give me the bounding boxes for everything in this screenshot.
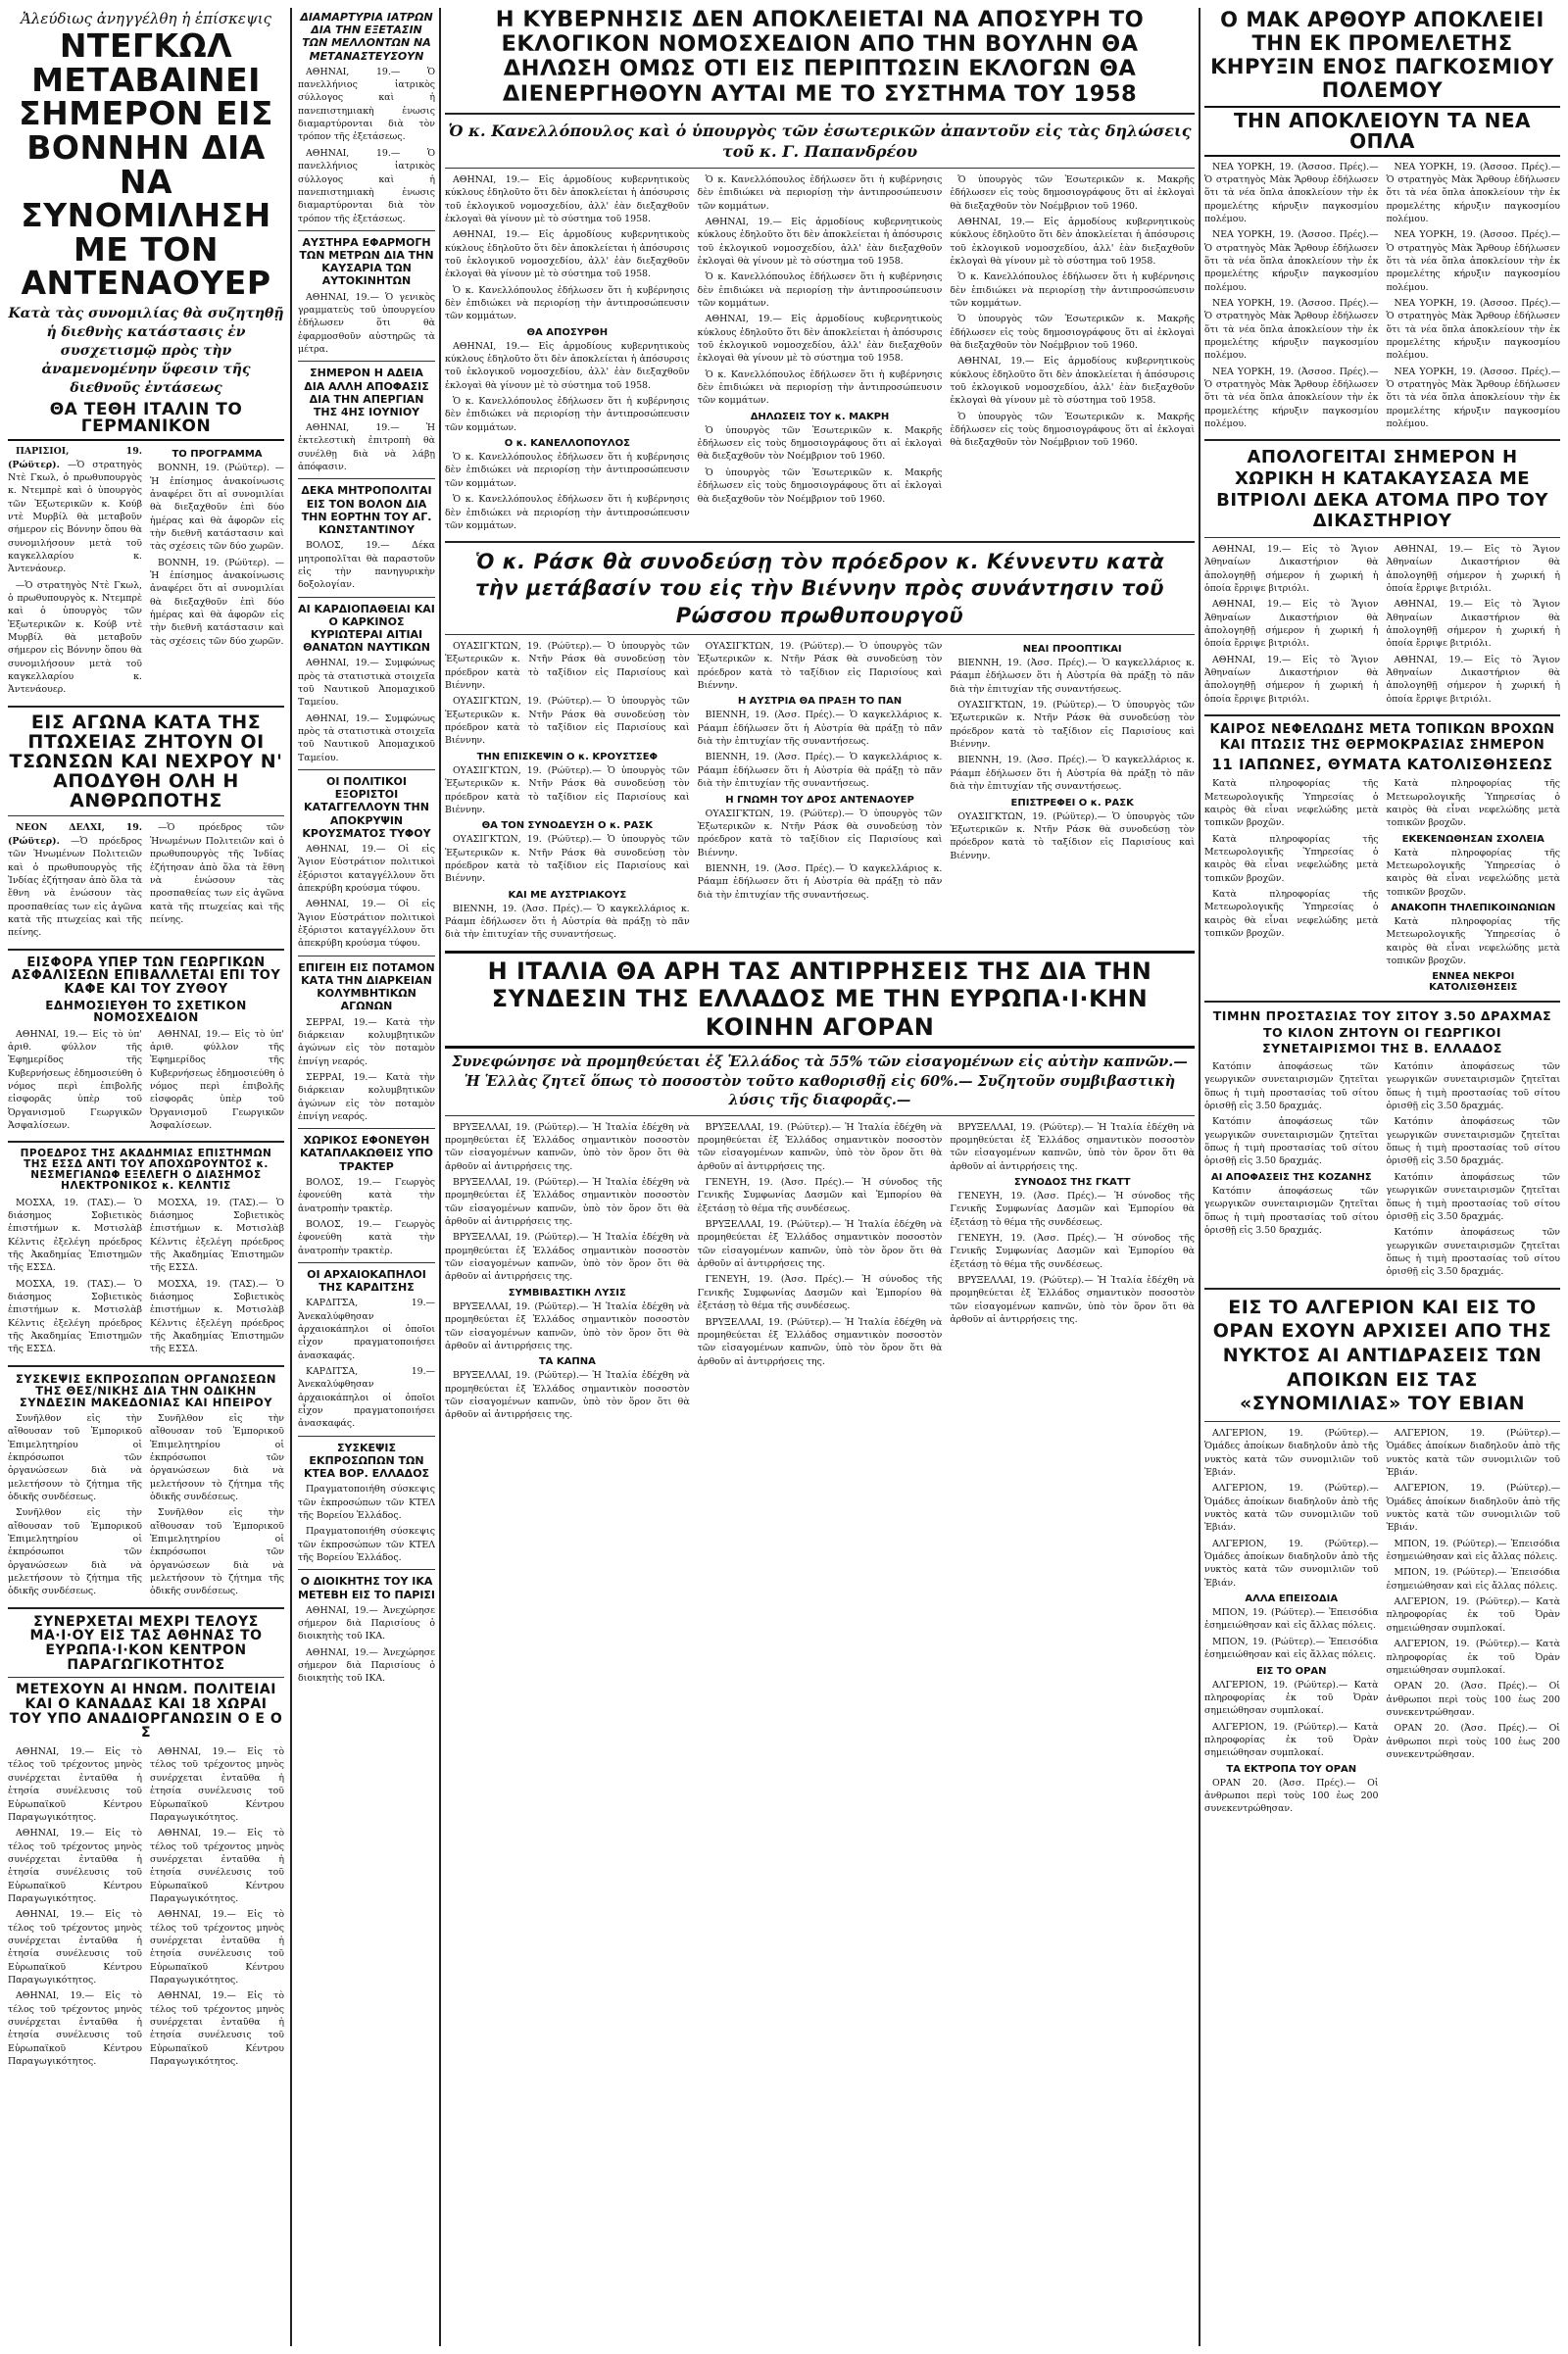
article-text: Κατὰ πληροφορίας τῆς Μετεωρολογικῆς Ὑπηρεσίας ὁ καιρὸς θὰ εἶναι νεφελώδης μετὰ τοπικῶν βροχῶν. xyxy=(1204,778,1379,829)
column-2: ΔΙΑΜΑΡΤΥΡΙΑ ΙΑΤΡΩΝ ΔΙΑ ΤΗΝ ΕΞΕΤΑΣΙΝ ΤΩΝ ΜΕΛΛΟΝΤΩΝ ΝΑ ΜΕΤΑΝΑΣΤΕΥΣΟΥΝ ΑΘΗΝΑΙ, 19.— Ὁ πανελλήνιος ἰατρικὸς σύλλογος καὶ ἡ πανεπιστημιακὴ ἐνωσις διαμαρτύρονται διὰ τὸν τρόπον τῆς ἐξετάσεως. ΑΘΗΝΑΙ, 19.— Ὁ πανελλήνιος ἰατρικὸς σύλλογος καὶ ἡ πανεπιστημιακὴ ἐνωσις διαμαρτύρονται διὰ τὸν τρόπον τῆς ἐξετάσεως. ΑΥΣΤΗΡΑ ΕΦΑΡΜΟΓΗ ΤΩΝ ΜΕΤΡΩΝ ΔΙΑ ΤΗΝ ΚΑΥΣΑΡΙΑ ΤΩΝ ΑΥΤΟΚΙΝΗΤΩΝ ΑΘΗΝΑΙ, 19.— Ὁ γενικὸς γραμματεὺς τοῦ ὑπουργείου ἐδήλωσεν ὅτι θὰ ἐφαρμοσθοῦν αὐστηρῶς τὰ μέτρα. ΣΗΜΕΡΟΝ Η ΑΔΕΙΑ ΔΙΑ ΑΛΛΗ ΑΠΟΦΑΣΙΣ ΔΙΑ ΤΗΝ ΑΠΕΡΓΙΑΝ ΤΗΣ 4ΗΣ ΙΟΥΝΙΟΥ ΑΘΗΝΑΙ, 19.— Ἡ ἐκτελεστικὴ ἐπιτροπὴ θὰ συνέλθῃ διὰ νὰ λάβῃ ἀπόφασιν. ΔΕΚΑ ΜΗΤΡΟΠΟΛΙΤΑΙ ΕΙΣ ΤΟΝ ΒΟΛΟΝ ΔΙΑ ΤΗΝ ΕΟΡΤΗΝ ΤΟΥ ΑΓ. ΚΩΝΣΤΑΝΤΙΝΟΥ ΒΟΛΟΣ, 19.— Δέκα μητροπολῖται θὰ παραστοῦν εἰς τὴν πανηγυρικὴν δοξολογίαν. ΑΙ ΚΑΡΔΙΟΠΑΘΕΙΑΙ ΚΑΙ Ο ΚΑΡΚΙΝΟΣ ΚΥΡΙΩΤΕΡΑΙ ΑΙΤΙΑΙ ΘΑΝΑΤΩΝ ΝΑΥΤΙΚΩΝ ΑΘΗΝΑΙ, 19.— Συμφώνως πρὸς τὰ στατιστικὰ στοιχεῖα τοῦ Ναυτικοῦ Ἀπομαχικοῦ Ταμείου. ΑΘΗΝΑΙ, 19.— Συμφώνως πρὸς τὰ στατιστικὰ στοιχεῖα τοῦ Ναυτικοῦ Ἀπομαχικοῦ Ταμείου. ΟΙ ΠΟΛΙΤΙΚΟΙ ΕΞΟΡΙΣΤΟΙ ΚΑΤΑΓΓΕΛΛΟΥΝ ΤΗΝ ΑΠΟΚΡΥΨΙΝ ΚΡΟΥΣΜΑΤΟΣ ΤΥΦΟΥ ΑΘΗΝΑΙ, 19.— Οἱ εἰς Ἅγιον Εὐστράτιον πολιτικοὶ ἐξόριστοι καταγγέλλουν ὅτι ἀπεκρύβη κρούσμα τύφου. ΑΘΗΝΑΙ, 19.— Οἱ εἰς Ἅγιον Εὐστράτιον πολιτικοὶ ἐξόριστοι καταγγέλλουν ὅτι ἀπεκρύβη κρούσμα τύφου. ΕΠΙΓΕΙΗ ΕΙΣ ΠΟΤΑΜΟΝ ΚΑΤΑ ΤΗΝ ΔΙΑΡΚΕΙΑΝ ΚΟΛΥΜΒΗΤΙΚΩΝ ΑΓΩΝΩΝ ΣΕΡΡΑΙ, 19.— Κατὰ τὴν διάρκειαν κολυμβητικῶν ἀγώνων εἰς τὸν ποταμὸν ἐπνίγη νεαρός. ΣΕΡΡΑΙ, 19.— Κατὰ τὴν διάρκειαν κολυμβητικῶν ἀγώνων εἰς τὸν ποταμὸν ἐπνίγη νεαρός. ΧΩΡΙΚΟΣ ΕΦΟΝΕΥΘΗ ΚΑΤΑΠΛΑΚΩΘΕΙΣ ΥΠΟ ΤΡΑΚΤΕΡ ΒΟΛΟΣ, 19.— Γεωργὸς ἐφονεύθη κατὰ τὴν ἀνατροπὴν τρακτὲρ. ΒΟΛΟΣ, 19.— Γεωργὸς ἐφονεύθη κατὰ τὴν ἀνατροπὴν τρακτὲρ. ΟΙ ΑΡΧΑΙΟΚΑΠΗΛΟΙ ΤΗΣ ΚΑΡΔΙΤΣΗΣ ΚΑΡΔΙΤΣΑ, 19.— Ἀνεκαλύφθησαν ἀρχαιοκάπηλοι οἱ ὁποῖοι εἶχον πραγματοποιήσει ἀνασκαφάς. ΚΑΡΔΙΤΣΑ, 19.— Ἀνεκαλύφθησαν ἀρχαιοκάπηλοι οἱ ὁποῖοι εἶχον πραγματοποιήσει ἀνασκαφάς. ΣΥΣΚΕΨΙΣ ΕΚΠΡΟΣΩΠΩΝ ΤΩΝ ΚΤΕΑ ΒΟΡ. ΕΛΛΑΔΟΣ Πραγματοποιήθη σύσκεψις τῶν ἐκπροσώπων τῶν ΚΤΕΛ τῆς Βορείου Ἑλλάδος. Πραγματοποιήθη σύσκεψις τῶν ἐκπροσώπων τῶν ΚΤΕΛ τῆς Βορείου Ἑλλάδος. Ο ΔΙΟΙΚΗΤΗΣ ΤΟΥ ΙΚΑ ΜΕΤΕΒΗ ΕΙΣ ΤΟ ΠΑΡΙΣΙ ΑΘΗΝΑΙ, 19.— Ἀνεχώρησε σήμερον διὰ Παρισίους ὁ διοικητὴς τοῦ ΙΚΑ. ΑΘΗΝΑΙ, 19.— Ἀνεχώρησε σήμερον διὰ Παρισίους ὁ διοικητὴς τοῦ ΙΚΑ. xyxy=(298,11,435,1685)
article-text: Ὁ ὑπουργὸς τῶν Ἐσωτερικῶν κ. Μακρῆς ἐδήλωσεν εἰς τοὺς δημοσιογράφους ὅτι αἱ ἐκλογαὶ θὰ διεξαχθοῦν τὸν Νοέμβριον τοῦ 1960. xyxy=(950,173,1195,212)
subhead-program: ΤΟ ΠΡΟΓΡΑΜΜΑ xyxy=(172,449,263,461)
headline-strike: ΣΗΜΕΡΟΝ Η ΑΔΕΙΑ ΔΙΑ ΑΛΛΗ ΑΠΟΦΑΣΙΣ ΔΙΑ ΤΗΝ ΑΠΕΡΓΙΑΝ ΤΗΣ 4ΗΣ ΙΟΥΝΙΟΥ xyxy=(304,367,429,418)
subhead-adenauer-opinion: Η ΓΝΩΜΗ ΤΟΥ ΔΡΟΣ ΑΝΤΕΝΑΟΥΕΡ xyxy=(725,794,914,806)
article-text: ΚΑΡΔΙΤΣΑ, 19.— Ἀνεκαλύφθησαν ἀρχαιοκάπηλοι οἱ ὁποῖοι εἶχον πραγματοποιήσει ἀνασκαφάς. xyxy=(298,1298,435,1361)
headline-diesel: ΑΥΣΤΗΡΑ ΕΦΑΡΜΟΓΗ ΤΩΝ ΜΕΤΡΩΝ ΔΙΑ ΤΗΝ ΚΑΥΣΑΡΙΑ ΤΩΝ ΑΥΤΟΚΙΝΗΤΩΝ xyxy=(299,235,434,288)
subhead-telecom: ΑΝΑΚΟΠΗ ΤΗΛΕΠΙΚΟΙΝΩΝΙΩΝ xyxy=(1391,902,1556,913)
subhead-italian: ΘΑ ΤΕΘΗ ΙΤΑΛΙΝ ΤΟ ΓΕΡΜΑΝΙΚΟΝ xyxy=(8,402,284,442)
column-rule xyxy=(439,8,441,2346)
article-text: ΜΟΣΧΑ, 19. (ΤΑΣ).— Ὁ διάσημος Σοβιετικὸς ἐπιστήμων κ. Μστισλὰβ Κέλντις ἐξελέγη πρόεδρος τῆς Ἀκαδημίας Ἐπιστημῶν τῆς ΕΣΣΔ. xyxy=(150,1197,284,1274)
column-1: Ἀλεύδιως ἀνηγγέλθη ἡ ἐπίσκεψις ΝΤΕΓΚΩΛ ΜΕΤΑΒΑΙΝΕΙ ΣΗΜΕΡΟΝ ΕΙΣ ΒΟΝΝΗΝ ΔΙΑ ΝΑ ΣΥΝΟΜΙΛΗΣΗ ΜΕ ΤΟΝ ΑΝΤΕΝΑΟΥΕΡ Κατὰ τὰς συνομιλίας θὰ συζητηθῇ ἡ διεθνὴς κατάστασις ἐν συσχετισμῷ πρὸς τὴν ἀναμενομένην ὕφεσιν τῆς διεθνοῦς ἐντάσεως ΘΑ ΤΕΘΗ ΙΤΑΛΙΝ ΤΟ ΓΕΡΜΑΝΙΚΟΝ ΠΑΡΙΣΙΟΙ, 19. (Ρώϋτερ). —Ὁ στρατηγὸς Ντὲ Γκωλ, ὁ πρωθυπουργὸς κ. Ντεμπρὲ καὶ ὁ ὑπουργὸς τῶν Ἐξωτερικῶν κ. Κούβ ντὲ Μυρβίλ θὰ μεταβοῦν σήμερον εἰς Βόννην ὅπου θὰ συνομιλήσουν μετὰ τοῦ καγκελλαρίου κ. Ἀντενάουερ. —Ὁ στρατηγὸς Ντὲ Γκωλ, ὁ πρωθυπουργὸς κ. Ντεμπρὲ καὶ ὁ ὑπουργὸς τῶν Ἐξωτερικῶν κ. Κούβ ντὲ Μυρβίλ θὰ μεταβοῦν σήμερον εἰς Βόννην ὅπου θὰ συνομιλήσουν μετὰ τοῦ καγκελλαρίου κ. Ἀντενάουερ. ΤΟ ΠΡΟΓΡΑΜΜΑ ΒΟΝΝΗ, 19. (Ρώϋτερ). —Ἡ ἐπίσημος ἀνακοίνωσις ἀναφέρει ὅτι αἱ συνομιλίαι θὰ διεξαχθοῦν ἐπὶ δύο ἡμέρας καὶ θὰ ἀφορῶν εἰς τὴν διεθνῆ κατάστασιν καὶ τὰς σχέσεις τῶν δύο χωρῶν. ΒΟΝΝΗ, 19. (Ρώϋτερ). —Ἡ ἐπίσημος ἀνακοίνωσις ἀναφέρει ὅτι αἱ συνομιλίαι θὰ διεξαχθοῦν ἐπὶ δύο ἡμέρας καὶ θὰ ἀφορῶν εἰς τὴν διεθνῆ κατάστασιν καὶ τὰς σχέσεις τῶν δύο χωρῶν. ΕΙΣ ΑΓΩΝΑ ΚΑΤΑ ΤΗΣ ΠΤΩΧΕΙΑΣ ΖΗΤΟΥΝ ΟΙ ΤΣΩΝΣΩΝ ΚΑΙ ΝΕΧΡΟΥ Ν' ΑΠΟΔΥΘΗ ΟΛΗ Η ΑΝΘΡΩΠΟΤΗΣ ΝΕΟΝ ΔΕΛΧΙ, 19. (Ρώϋτερ). —Ὁ πρόεδρος τῶν Ἡνωμένων Πολιτειῶν καὶ ὁ πρωθυπουργὸς τῆς Ἰνδίας ἐζήτησαν ἀπὸ ὅλα τὰ ἔθνη νὰ ἑνώσουν τὰς προσπαθείας των εἰς ἀγῶνα κατὰ τῆς πτωχείας καὶ τῆς πείνης. —Ὁ πρόεδρος τῶν Ἡνωμένων Πολιτειῶν καὶ ὁ πρωθυπουργὸς τῆς Ἰνδίας ἐζήτησαν ἀπὸ ὅλα τὰ ἔθνη νὰ ἑνώσουν τὰς προσπαθείας των εἰς ἀγῶνα κατὰ τῆς πτωχείας καὶ τῆς πείνης. ΕΙΣΦΟΡΑ ΥΠΕΡ ΤΩΝ ΓΕΩΡΓΙΚΩΝ ΑΣΦΑΛΙΣΕΩΝ ΕΠΙΒΑΛΛΕΤΑΙ ΕΠΙ ΤΟΥ ΚΑΦΕ ΚΑΙ ΤΟΥ ΖΥΘΟΥ ΕΔΗΜΟΣΙΕΥΘΗ ΤΟ ΣΧΕΤΙΚΟΝ ΝΟΜΟΣΧΕΔΙΟΝ ΑΘΗΝΑΙ, 19.— Εἰς τὸ ὑπ' ἀριθ. φύλλον τῆς Ἐφημερίδος τῆς Κυβερνήσεως ἐδημοσιεύθη ὁ νόμος περὶ ἐπιβολῆς εἰσφορᾶς ὑπὲρ τοῦ Ὀργανισμοῦ Γεωργικῶν Ἀσφαλίσεων. ΑΘΗΝΑΙ, 19.— Εἰς τὸ ὑπ' ἀριθ. φύλλον τῆς Ἐφημερίδος τῆς Κυβερνήσεως ἐδημοσιεύθη ὁ νόμος περὶ ἐπιβολῆς εἰσφορᾶς ὑπὲρ τοῦ Ὀργανισμοῦ Γεωργικῶν Ἀσφαλίσεων. ΠΡΟΕΔΡΟΣ ΤΗΣ ΑΚΑΔΗΜΙΑΣ ΕΠΙΣΤΗΜΩΝ ΤΗΣ ΕΣΣΔ ΑΝΤΙ ΤΟΥ ΑΠΟΧΩΡΟΥΝΤΟΣ κ. ΝΕΣΜΕΓΙΑΝΩΦ ΕΞΕΛΕΓΗ Ο ΔΙΑΣΗΜΟΣ ΗΛΕΚΤΡΟΝΙΚΟΣ κ. ΚΕΛΝΤΙΣ ΜΟΣΧΑ, 19. (ΤΑΣ).— Ὁ διάσημος Σοβιετικὸς ἐπιστήμων κ. Μστισλὰβ Κέλντις ἐξελέγη πρόεδρος τῆς Ἀκαδημίας Ἐπιστημῶν τῆς ΕΣΣΔ. ΜΟΣΧΑ, 19. (ΤΑΣ).— Ὁ διάσημος Σοβιετικὸς ἐπιστήμων κ. Μστισλὰβ Κέλντις ἐξελέγη πρόεδρος τῆς Ἀκαδημίας Ἐπιστημῶν τῆς ΕΣΣΔ. ΜΟΣΧΑ, 19. (ΤΑΣ).— Ὁ διάσημος Σοβιετικὸς ἐπιστήμων κ. Μστισλὰβ Κέλντις ἐξελέγη πρόεδρος τῆς Ἀκαδημίας Ἐπιστημῶν τῆς ΕΣΣΔ. ΜΟΣΧΑ, 19. (ΤΑΣ).— Ὁ διάσημος Σοβιετικὸς ἐπιστήμων κ. Μστισλὰβ Κέλντις ἐξελέγη πρόεδρος τῆς Ἀκαδημίας Ἐπιστημῶν τῆς ΕΣΣΔ. ΣΥΣΚΕΨΙΣ ΕΚΠΡΟΣΩΠΩΝ ΟΡΓΑΝΩΣΕΩΝ ΤΗΣ ΘΕΣ/ΝΙΚΗΣ ΔΙΑ ΤΗΝ ΟΔΙΚΗΝ ΣΥΝΔΕΣΙΝ ΜΑΚΕΔΟΝΙΑΣ ΚΑΙ ΗΠΕΙΡΟΥ Συνῆλθον εἰς τὴν αἴθουσαν τοῦ Ἐμπορικοῦ Ἐπιμελητηρίου οἱ ἐκπρόσωποι τῶν ὀργανώσεων διὰ νὰ μελετήσουν τὸ ζήτημα τῆς ὁδικῆς συνδέσεως. Συνῆλθον εἰς τὴν αἴθουσαν τοῦ Ἐμπορικοῦ Ἐπιμελητηρίου οἱ ἐκπρόσωποι τῶν ὀργανώσεων διὰ νὰ μελετήσουν τὸ ζήτημα τῆς ὁδικῆς συνδέσεως. Συνῆλθον εἰς τὴν αἴθουσαν τοῦ Ἐμπορικοῦ Ἐπιμελητηρίου οἱ ἐκπρόσωποι τῶν ὀργανώσεων διὰ νὰ μελετήσουν τὸ ζήτημα τῆς ὁδικῆς συνδέσεως. Συνῆλθον εἰς τὴν αἴθουσαν τοῦ Ἐμπορικοῦ Ἐπιμελητηρίου οἱ ἐκπρόσωποι τῶν ὀργανώσεων διὰ νὰ μελετήσουν τὸ ζήτημα τῆς ὁδικῆς συνδέσεως. ΣΥΝΕΡΧΕΤΑΙ ΜΕΧΡΙ ΤΕΛΟΥΣ ΜΑ·Ι·ΟΥ ΕΙΣ ΤΑΣ ΑΘΗΝΑΣ ΤΟ ΕΥΡΩΠΑ·Ι·ΚΟΝ ΚΕΝΤΡΟΝ ΠΑΡΑΓΩΓΙΚΟΤΗΤΟΣ ΜΕΤΕΧΟΥΝ ΑΙ ΗΝΩΜ. ΠΟΛΙΤΕΙΑΙ ΚΑΙ Ο ΚΑΝΑΔΑΣ ΚΑΙ 18 ΧΩΡΑΙ ΤΟΥ ΥΠΟ ΑΝΑΔΙΟΡΓΑΝΩΣΙΝ Ο Ε Ο Σ ΑΘΗΝΑΙ, 19.— Εἰς τὸ τέλος τοῦ τρέχοντος μηνὸς συνέρχεται ἐνταῦθα ἡ ἐτησία συνέλευσις τοῦ Εὐρωπαϊκοῦ Κέντρου Παραγωγικότητος. ΑΘΗΝΑΙ, 19.— Εἰς τὸ τέλος τοῦ τρέχοντος μηνὸς συνέρχεται ἐνταῦθα ἡ ἐτησία συνέλευσις τοῦ Εὐρωπαϊκοῦ Κέντρου Παραγωγικότητος. ΑΘΗΝΑΙ, 19.— Εἰς τὸ τέλος τοῦ τρέχοντος μηνὸς συνέρχεται ἐνταῦθα ἡ ἐτησία συνέλευσις τοῦ Εὐρωπαϊκοῦ Κέντρου Παραγωγικότητος. ΑΘΗΝΑΙ, 19.— Εἰς τὸ τέλος τοῦ τρέχοντος μηνὸς συνέρχεται ἐνταῦθα ἡ ἐτησία συνέλευσις τοῦ Εὐρωπαϊκοῦ Κέντρου Παραγωγικότητος. ΑΘΗΝΑΙ, 19.— Εἰς τὸ τέλος τοῦ τρέχοντος μηνὸς συνέρχεται ἐνταῦθα ἡ ἐτησία συνέλευσις τοῦ Εὐρωπαϊκοῦ Κέντρου Παραγωγικότητος. ΑΘΗΝΑΙ, 19.— Εἰς τὸ τέλος τοῦ τρέχοντος μηνὸς συνέρχεται ἐνταῦθα ἡ ἐτησία συνέλευσις τοῦ Εὐρωπαϊκοῦ Κέντρου Παραγωγικότητος. ΑΘΗΝΑΙ, 19.— Εἰς τὸ τέλος τοῦ τρέχοντος μηνὸς συνέρχεται ἐνταῦθα ἡ ἐτησία συνέλευσις τοῦ Εὐρωπαϊκοῦ Κέντρου Παραγωγικότητος. ΑΘΗΝΑΙ, 19.— Εἰς τὸ τέλος τοῦ τρέχοντος μηνὸς συνέρχεται ἐνταῦθα ἡ ἐτησία συνέλευσις τοῦ Εὐρωπαϊκοῦ Κέντρου Παραγωγικότητος. xyxy=(8,10,284,2068)
subhead-austria: Η ΑΥΣΤΡΙΑ ΘΑ ΠΡΑΞΗ ΤΟ ΠΑΝ xyxy=(737,696,903,708)
article-text: ΑΘΗΝΑΙ, 19.— Εἰς τὸ Ἅγιον Ἀθηναίων Δικαστήριον θὰ ἀπολογηθῇ σήμερον ἡ χωρική ἡ ὁποία ἔρριψε βιτριόλι. xyxy=(1386,543,1560,594)
article-text: ΑΘΗΝΑΙ, 19.— Εἰς τὸ τέλος τοῦ τρέχοντος μηνὸς συνέρχεται ἐνταῦθα ἡ ἐτησία συνέλευσις τοῦ Εὐρωπαϊκοῦ Κέντρου Παραγωγικότητος. xyxy=(150,1746,284,1823)
headline-italy-common-market: Η ΙΤΑΛΙΑ ΘΑ ΑΡΗ ΤΑΣ ΑΝΤΙΡΡΗΣΕΙΣ ΤΗΣ ΔΙΑ ΤΗΝ ΣΥΝΔΕΣΙΝ ΤΗΣ ΕΛΛΑΔΟΣ ΜΕ ΤΗΝ ΕΥΡΩΠΑ·Ι·ΚΗΝ ΚΟΙΝΗΝ ΑΓΟΡΑΝ xyxy=(487,956,1152,1042)
article-text: ΒΙΕΝΝΗ, 19. (Ἀσσ. Πρές).— Ὁ καγκελλάριος κ. Ράαμπ ἐδήλωσεν ὅτι ἡ Αὐστρία θὰ πράξῃ τὸ πᾶν διὰ τὴν ἐπιτυχίαν τῆς συναντήσεως. xyxy=(950,658,1195,695)
headline-macarthur: Ο ΜΑΚ ΑΡΘΟΥΡ ΑΠΟΚΛΕΙΕΙ ΤΗΝ ΕΚ ΠΡΟΜΕΛΕΤΗΣ ΚΗΡΥΞΙΝ ΕΝΟΣ ΠΑΓΚΟΣΜΙΟΥ ΠΟΛΕΜΟΥ xyxy=(1210,8,1554,103)
headline-algeria: ΕΙΣ ΤΟ ΑΛΓΕΡΙΟΝ ΚΑΙ ΕΙΣ ΤΟ ΟΡΑΝ ΕΧΟΥΝ ΑΡΧΙΣΕΙ ΑΠΟ ΤΗΣ ΝΥΚΤΟΣ ΑΙ ΑΝΤΙΔΡΑΣΕΙΣ ΤΩΝ ΑΠΟΙΚΩΝ ΕΙΣ ΤΑΣ «ΣΥΝΟΜΙΛΙΑΣ» ΤΟΥ ΕΒΙΑΝ xyxy=(1212,1296,1552,1415)
headline-ika: Ο ΔΙΟΙΚΗΤΗΣ ΤΟΥ ΙΚΑ ΜΕΤΕΒΗ ΕΙΣ ΤΟ ΠΑΡΙΣΙ xyxy=(298,1575,435,1601)
article-text: Κατὰ πληροφορίας τῆς Μετεωρολογικῆς Ὑπηρεσίας ὁ καιρὸς θὰ εἶναι νεφελώδης μετὰ τοπικῶν βροχῶν. xyxy=(1386,778,1560,829)
subhead-rusk-returns: ΕΠΙΣΤΡΕΦΕΙ Ο κ. ΡΑΣΚ xyxy=(1010,797,1134,809)
dateline: ΠΑΡΙΣΙΟΙ, 19. (Ρώϋτερ). xyxy=(8,446,142,470)
article-text: ΑΘΗΝΑΙ, 19.— Συμφώνως πρὸς τὰ στατιστικὰ στοιχεῖα τοῦ Ναυτικοῦ Ἀπομαχικοῦ Ταμείου. xyxy=(298,658,435,709)
article-text: ΒΡΥΞΕΛΛΑΙ, 19. (Ρώϋτερ).— Ἡ Ἰταλία ἐδέχθη νὰ προμηθεύεται ἐξ Ἑλλάδος σημαντικὸν ποσοστὸν τῶν εἰσαγομένων καπνῶν, ὑπὸ τὸν ὅρον ὅτι θὰ ἀρθοῦν αἱ ἀντιρρήσεις της. xyxy=(697,1121,943,1172)
article-text: ΒΡΥΞΕΛΛΑΙ, 19. (Ρώϋτερ).— Ἡ Ἰταλία ἐδέχθη νὰ προμηθεύεται ἐξ Ἑλλάδος σημαντικὸν ποσοστὸν τῶν εἰσαγομένων καπνῶν, ὑπὸ τὸν ὅρον ὅτι θὰ ἀρθοῦν αἱ ἀντιρρήσεις της. xyxy=(445,1121,690,1172)
headline-weather: ΚΑΙΡΟΣ ΝΕΦΕΛΩΔΗΣ ΜΕΤΑ ΤΟΠΙΚΩΝ ΒΡΟΧΩΝ ΚΑΙ ΠΤΩΣΙΣ ΤΗΣ ΘΕΡΜΟΚΡΑΣΙΑΣ ΣΗΜΕΡΟΝ xyxy=(1209,721,1555,754)
article-text: ΑΘΗΝΑΙ, 19.— Εἰς ἁρμοδίους κυβερνητικοὺς κύκλους ἐδηλοῦτο ὅτι δὲν ἀποκλείεται ἡ ἀπόσυρσις τοῦ ἐκλογικοῦ νομοσχεδίου, ἀλλ' ἐὰν διεξαχθοῦν ἐκλογαὶ θὰ γίνουν μὲ τὸ σύστημα τοῦ 1958. xyxy=(445,173,690,224)
article-text: Κατόπιν ἀποφάσεως τῶν γεωργικῶν συνεταιρισμῶν ζητεῖται ὅπως ἡ τιμὴ προστασίας τοῦ σίτου ὁρισθῇ εἰς 3.50 δραχμάς. xyxy=(1204,1061,1379,1112)
article-text: ΒΟΝΝΗ, 19. (Ρώϋτερ). —Ἡ ἐπίσημος ἀνακοίνωσις ἀναφέρει ὅτι αἱ συνομιλίαι θὰ διεξαχθοῦν ἐπὶ δύο ἡμέρας καὶ θὰ ἀφορῶν εἰς τὴν διεθνῆ κατάστασιν καὶ τὰς σχέσεις τῶν δύο χωρῶν. xyxy=(150,463,284,553)
article-text: ΑΘΗΝΑΙ, 19.— Εἰς τὸ ὑπ' ἀριθ. φύλλον τῆς Ἐφημερίδος τῆς Κυβερνήσεως ἐδημοσιεύθη ὁ νόμος περὶ ἐπιβολῆς εἰσφορᾶς ὑπὲρ τοῦ Ὀργανισμοῦ Γεωργικῶν Ἀσφαλίσεων. xyxy=(8,1028,142,1132)
article-text: ΑΘΗΝΑΙ, 19.— Εἰς τὸ τέλος τοῦ τρέχοντος μηνὸς συνέρχεται ἐνταῦθα ἡ ἐτησία συνέλευσις τοῦ Εὐρωπαϊκοῦ Κέντρου Παραγωγικότητος. xyxy=(8,1746,142,1823)
article-text: ΠΑΡΙΣΙΟΙ, 19. (Ρώϋτερ). —Ὁ στρατηγὸς Ντὲ Γκωλ, ὁ πρωθυπουργὸς κ. Ντεμπρὲ καὶ ὁ ὑπουργὸς τῶν Ἐξωτερικῶν κ. Κούβ ντὲ Μυρβίλ θὰ μεταβοῦν σήμερον εἰς Βόννην ὅπου θὰ συνομιλήσουν μετὰ τοῦ καγκελλαρίου κ. Ἀντενάουερ. xyxy=(8,446,142,575)
headline-rusk: Ὁ κ. Ράσκ θὰ συνοδεύσῃ τὸν πρόεδρον κ. Κέννεντυ κατὰ τὴν μετάβασίν του εἰς τὴν Βιέννην πρὸς συνάντησιν τοῦ Ρώσσου πρωθυπουργοῦ xyxy=(474,550,1165,627)
headline-macedonia-road: ΣΥΣΚΕΨΙΣ ΕΚΠΡΟΣΩΠΩΝ ΟΡΓΑΝΩΣΕΩΝ ΤΗΣ ΘΕΣ/ΝΙΚΗΣ ΔΙΑ ΤΗΝ ΟΔΙΚΗΝ ΣΥΝΔΕΣΙΝ ΜΑΚΕΔΟΝΙΑΣ ΚΑΙ ΗΠΕΙΡΟΥ xyxy=(16,1371,276,1409)
subhead-oran: ΕΙΣ ΤΟ ΟΡΑΝ xyxy=(1255,1665,1327,1677)
deck-kanellopoulos: Ὁ κ. Κανελλόπουλος καὶ ὁ ὑπουργὸς τῶν ἐσωτερικῶν ἀπαντοῦν εἰς τὰς δηλώσεις τοῦ κ. Γ. Παπανδρέου xyxy=(448,121,1192,162)
headline-cardio: ΑΙ ΚΑΡΔΙΟΠΑΘΕΙΑΙ ΚΑΙ Ο ΚΑΡΚΙΝΟΣ ΚΥΡΙΩΤΕΡΑΙ ΑΙΤΙΑΙ ΘΑΝΑΤΩΝ ΝΑΥΤΙΚΩΝ xyxy=(298,602,435,655)
subhead-withdraw: ΘΑ ΑΠΟΣΥΡΘΗ xyxy=(526,326,609,338)
headline-doctors: ΔΙΑΜΑΡΤΥΡΙΑ ΙΑΤΡΩΝ ΔΙΑ ΤΗΝ ΕΞΕΤΑΣΙΝ ΤΩΝ ΜΕΛΛΟΝΤΩΝ ΝΑ ΜΕΤΑΝΑΣΤΕΥΣΟΥΝ xyxy=(300,11,433,63)
subheadline-participants: ΜΕΤΕΧΟΥΝ ΑΙ ΗΝΩΜ. ΠΟΛΙΤΕΙΑΙ ΚΑΙ Ο ΚΑΝΑΔΑΣ ΚΑΙ 18 ΧΩΡΑΙ ΤΟΥ ΥΠΟ ΑΝΑΔΙΟΡΓΑΝΩΣΙΝ Ο Ε Ο Σ xyxy=(9,1682,283,1741)
article-text: ΑΘΗΝΑΙ, 19.— Ἡ ἐκτελεστικὴ ἐπιτροπὴ θὰ συνέλθῃ διὰ νὰ λάβῃ ἀπόφασιν. xyxy=(298,422,435,473)
column-rule xyxy=(290,8,292,2346)
article-text: ΝΕΑ ΥΟΡΚΗ, 19. (Ἀσσοσ. Πρές).— Ὁ στρατηγὸς Μὰκ Ἄρθουρ ἐδήλωσεν ὅτι τὰ νέα ὅπλα ἀποκλείουν τὴν ἐκ προμελέτης κήρυξιν παγκοσμίου πολέμου. xyxy=(1386,161,1560,224)
article-text: ΑΘΗΝΑΙ, 19.— Ἀνεχώρησε σήμερον διὰ Παρισίους ὁ διοικητὴς τοῦ ΙΚΑ. xyxy=(298,1604,435,1643)
headline-antiquities: ΟΙ ΑΡΧΑΙΟΚΑΠΗΛΟΙ ΤΗΣ ΚΑΡΔΙΤΣΗΣ xyxy=(307,1267,426,1295)
headline-metropolitans: ΔΕΚΑ ΜΗΤΡΟΠΟΛΙΤΑΙ ΕΙΣ ΤΟΝ ΒΟΛΟΝ ΔΙΑ ΤΗΝ ΕΟΡΤΗΝ ΤΟΥ ΑΓ. ΚΩΝΣΤΑΝΤΙΝΟΥ xyxy=(301,484,432,537)
headline-river: ΕΠΙΓΕΙΗ ΕΙΣ ΠΟΤΑΜΟΝ ΚΑΤΑ ΤΗΝ ΔΙΑΡΚΕΙΑΝ ΚΟΛΥΜΒΗΤΙΚΩΝ ΑΓΩΝΩΝ xyxy=(298,960,435,1013)
article-text: Πραγματοποιήθη σύσκεψις τῶν ἐκπροσώπων τῶν ΚΤΕΛ τῆς Βορείου Ἑλλάδος. xyxy=(298,1484,435,1521)
kicker: Ἀλεύδιως ἀνηγγέλθη ἡ ἐπίσκεψις xyxy=(20,10,272,27)
article-text: —Ὁ πρόεδρος τῶν Ἡνωμένων Πολιτειῶν καὶ ὁ πρωθυπουργὸς τῆς Ἰνδίας ἐζήτησαν ἀπὸ ὅλα τὰ ἔθνη νὰ ἑνώσουν τὰς προσπαθείας των εἰς ἀγῶνα κατὰ τῆς πτωχείας καὶ τῆς πείνης. xyxy=(150,822,284,925)
headline-ktel: ΣΥΣΚΕΨΙΣ ΕΚΠΡΟΣΩΠΩΝ ΤΩΝ ΚΤΕΑ ΒΟΡ. ΕΛΛΑΔΟΣ xyxy=(303,1441,430,1481)
headline-vitriol: ΑΠΟΛΟΓΕΙΤΑΙ ΣΗΜΕΡΟΝ Η ΧΩΡΙΚΗ Η ΚΑΤΑΚΑΥΣΑΣΑ ΜΕ ΒΙΤΡΙΟΛΙ ΔΕΚΑ ΑΤΟΜΑ ΠΡΟ ΤΟΥ ΔΙΚΑΣΤΗΡΙΟΥ xyxy=(1216,447,1548,532)
headline-tractor: ΧΩΡΙΚΟΣ ΕΦΟΝΕΥΘΗ ΚΑΤΑΠΛΑΚΩΘΕΙΣ ΥΠΟ ΤΡΑΚΤΕΡ xyxy=(300,1134,433,1173)
article-text: ΣΕΡΡΑΙ, 19.— Κατὰ τὴν διάρκειαν κολυμβητικῶν ἀγώνων εἰς τὸν ποταμὸν ἐπνίγη νεαρός. xyxy=(298,1016,435,1067)
article-text: ΑΛΓΕΡΙΟΝ, 19. (Ρώϋτερ).— Ὁμάδες ἀποίκων διαδηλοῦν ἀπὸ τῆς νυκτὸς κατὰ τῶν συνομιλιῶν τοῦ Ἐβιάν. xyxy=(1386,1428,1560,1479)
article-text: ΟΥΑΣΙΓΚΤΩΝ, 19. (Ρώϋτερ).— Ὁ ὑπουργὸς τῶν Ἐξωτερικῶν κ. Ντῆν Ράσκ θὰ συνοδεύσῃ τὸν πρόεδρον κατὰ τὸ ταξίδιον εἰς Παρισίους καὶ Βιέννην. xyxy=(445,641,690,692)
headline-degaulle: ΝΤΕΓΚΩΛ ΜΕΤΑΒΑΙΝΕΙ ΣΗΜΕΡΟΝ ΕΙΣ ΒΟΝΝΗΝ ΔΙΑ ΝΑ ΣΥΝΟΜΙΛΗΣΗ ΜΕ ΤΟΝ ΑΝΤΕΝΑΟΥΕΡ xyxy=(19,26,273,303)
headline-contribution: ΕΙΣΦΟΡΑ ΥΠΕΡ ΤΩΝ ΓΕΩΡΓΙΚΩΝ ΑΣΦΑΛΙΣΕΩΝ ΕΠΙΒΑΛΛΕΤΑΙ ΕΠΙ ΤΟΥ ΚΑΦΕ ΚΑΙ ΤΟΥ ΖΥΘΟΥ xyxy=(11,955,281,997)
headline-wheat-price: ΤΙΜΗΝ ΠΡΟΣΤΑΣΙΑΣ ΤΟΥ ΣΙΤΟΥ 3.50 ΔΡΑΧΜΑΣ ΤΟ ΚΙΛΟΝ ΖΗΤΟΥΝ ΟΙ ΓΕΩΡΓΙΚΟΙ ΣΥΝΕΤΑΙΡΙΣΜΟΙ ΤΗΣ Β. ΕΛΛΑΔΟΣ xyxy=(1212,1008,1552,1055)
article-text: Συνῆλθον εἰς τὴν αἴθουσαν τοῦ Ἐμπορικοῦ Ἐπιμελητηρίου οἱ ἐκπρόσωποι τῶν ὀργανώσεων διὰ νὰ μελετήσουν τὸ ζήτημα τῆς ὁδικῆς συνδέσεως. xyxy=(8,1412,142,1502)
deck-degaulle: Κατὰ τὰς συνομιλίας θὰ συζητηθῇ ἡ διεθνὴς κατάστασις ἐν συσχετισμῷ πρὸς τὴν ἀναμενομένην ὕφεσιν τῆς διεθνοῦς ἐντάσεως xyxy=(8,306,284,396)
article-text: Ὁ κ. Κανελλόπουλος ἐδήλωσεν ὅτι ἡ κυβέρνησις δὲν ἐπιδιώκει νὰ περιορίσῃ τὴν ἀντιπροσώπευσιν τῶν κομμάτων. xyxy=(697,173,943,212)
subhead-kozani: ΑΙ ΑΠΟΦΑΣΕΙΣ ΤΗΣ ΚΟΖΑΝΗΣ xyxy=(1210,1171,1372,1183)
subheadline-bill: ΕΔΗΜΟΣΙΕΥΘΗ ΤΟ ΣΧΕΤΙΚΟΝ ΝΟΜΟΣΧΕΔΙΟΝ xyxy=(45,998,247,1025)
newspaper-page xyxy=(8,8,1560,2346)
subhead-tobacco: ΤΑ ΚΑΠΝΑ xyxy=(538,1356,596,1368)
article-text: ΜΟΣΧΑ, 19. (ΤΑΣ).— Ὁ διάσημος Σοβιετικὸς ἐπιστήμων κ. Μστισλὰβ Κέλντις ἐξελέγη πρόεδρος τῆς Ἀκαδημίας Ἐπιστημῶν τῆς ΕΣΣΔ. xyxy=(8,1197,142,1274)
article-text: ΟΥΑΣΙΓΚΤΩΝ, 19. (Ρώϋτερ).— Ὁ ὑπουργὸς τῶν Ἐξωτερικῶν κ. Ντῆν Ράσκ θὰ συνοδεύσῃ τὸν πρόεδρον κατὰ τὸ ταξίδιον εἰς Παρισίους καὶ Βιέννην. xyxy=(697,641,943,692)
column-4: Ο ΜΑΚ ΑΡΘΟΥΡ ΑΠΟΚΛΕΙΕΙ ΤΗΝ ΕΚ ΠΡΟΜΕΛΕΤΗΣ ΚΗΡΥΞΙΝ ΕΝΟΣ ΠΑΓΚΟΣΜΙΟΥ ΠΟΛΕΜΟΥ ΤΗΝ ΑΠΟΚΛΕΙΟΥΝ ΤΑ ΝΕΑ ΟΠΛΑ ΝΕΑ ΥΟΡΚΗ, 19. (Ἀσσοσ. Πρές).— Ὁ στρατηγὸς Μὰκ Ἄρθουρ ἐδήλωσεν ὅτι τὰ νέα ὅπλα ἀποκλείουν τὴν ἐκ προμελέτης κήρυξιν παγκοσμίου πολέμου. ΝΕΑ ΥΟΡΚΗ, 19. (Ἀσσοσ. Πρές).— Ὁ στρατηγὸς Μὰκ Ἄρθουρ ἐδήλωσεν ὅτι τὰ νέα ὅπλα ἀποκλείουν τὴν ἐκ προμελέτης κήρυξιν παγκοσμίου πολέμου. ΝΕΑ ΥΟΡΚΗ, 19. (Ἀσσοσ. Πρές).— Ὁ στρατηγὸς Μὰκ Ἄρθουρ ἐδήλωσεν ὅτι τὰ νέα ὅπλα ἀποκλείουν τὴν ἐκ προμελέτης κήρυξιν παγκοσμίου πολέμου. ΝΕΑ ΥΟΡΚΗ, 19. (Ἀσσοσ. Πρές).— Ὁ στρατηγὸς Μὰκ Ἄρθουρ ἐδήλωσεν ὅτι τὰ νέα ὅπλα ἀποκλείουν τὴν ἐκ προμελέτης κήρυξιν παγκοσμίου πολέμου. ΝΕΑ ΥΟΡΚΗ, 19. (Ἀσσοσ. Πρές).— Ὁ στρατηγὸς Μὰκ Ἄρθουρ ἐδήλωσεν ὅτι τὰ νέα ὅπλα ἀποκλείουν τὴν ἐκ προμελέτης κήρυξιν παγκοσμίου πολέμου. ΝΕΑ ΥΟΡΚΗ, 19. (Ἀσσοσ. Πρές).— Ὁ στρατηγὸς Μὰκ Ἄρθουρ ἐδήλωσεν ὅτι τὰ νέα ὅπλα ἀποκλείουν τὴν ἐκ προμελέτης κήρυξιν παγκοσμίου πολέμου. ΝΕΑ ΥΟΡΚΗ, 19. (Ἀσσοσ. Πρές).— Ὁ στρατηγὸς Μὰκ Ἄρθουρ ἐδήλωσεν ὅτι τὰ νέα ὅπλα ἀποκλείουν τὴν ἐκ προμελέτης κήρυξιν παγκοσμίου πολέμου. ΝΕΑ ΥΟΡΚΗ, 19. (Ἀσσοσ. Πρές).— Ὁ στρατηγὸς Μὰκ Ἄρθουρ ἐδήλωσεν ὅτι τὰ νέα ὅπλα ἀποκλείουν τὴν ἐκ προμελέτης κήρυξιν παγκοσμίου πολέμου. ΑΠΟΛΟΓΕΙΤΑΙ ΣΗΜΕΡΟΝ Η ΧΩΡΙΚΗ Η ΚΑΤΑΚΑΥΣΑΣΑ ΜΕ ΒΙΤΡΙΟΛΙ ΔΕΚΑ ΑΤΟΜΑ ΠΡΟ ΤΟΥ ΔΙΚΑΣΤΗΡΙΟΥ ΑΘΗΝΑΙ, 19.— Εἰς τὸ Ἅγιον Ἀθηναίων Δικαστήριον θὰ ἀπολογηθῇ σήμερον ἡ χωρική ἡ ὁποία ἔρριψε βιτριόλι. ΑΘΗΝΑΙ, 19.— Εἰς τὸ Ἅγιον Ἀθηναίων Δικαστήριον θὰ ἀπολογηθῇ σήμερον ἡ χωρική ἡ ὁποία ἔρριψε βιτριόλι. ΑΘΗΝΑΙ, 19.— Εἰς τὸ Ἅγιον Ἀθηναίων Δικαστήριον θὰ ἀπολογηθῇ σήμερον ἡ χωρική ἡ ὁποία ἔρριψε βιτριόλι. ΑΘΗΝΑΙ, 19.— Εἰς τὸ Ἅγιον Ἀθηναίων Δικαστήριον θὰ ἀπολογηθῇ σήμερον ἡ χωρική ἡ ὁποία ἔρριψε βιτριόλι. ΑΘΗΝΑΙ, 19.— Εἰς τὸ Ἅγιον Ἀθηναίων Δικαστήριον θὰ ἀπολογηθῇ σήμερον ἡ χωρική ἡ ὁποία ἔρριψε βιτριόλι. ΑΘΗΝΑΙ, 19.— Εἰς τὸ Ἅγιον Ἀθηναίων Δικαστήριον θὰ ἀπολογηθῇ σήμερον ἡ χωρική ἡ ὁποία ἔρριψε βιτριόλι. ΚΑΙΡΟΣ ΝΕΦΕΛΩΔΗΣ ΜΕΤΑ ΤΟΠΙΚΩΝ ΒΡΟΧΩΝ ΚΑΙ ΠΤΩΣΙΣ ΤΗΣ ΘΕΡΜΟΚΡΑΣΙΑΣ ΣΗΜΕΡΟΝ 11 ΙΑΠΩΝΕΣ, ΘΥΜΑΤΑ ΚΑΤΟΛΙΣΘΗΣΕΩΣ Κατὰ πληροφορίας τῆς Μετεωρολογικῆς Ὑπηρεσίας ὁ καιρὸς θὰ εἶναι νεφελώδης μετὰ τοπικῶν βροχῶν. Κατὰ πληροφορίας τῆς Μετεωρολογικῆς Ὑπηρεσίας ὁ καιρὸς θὰ εἶναι νεφελώδης μετὰ τοπικῶν βροχῶν. Κατὰ πληροφορίας τῆς Μετεωρολογικῆς Ὑπηρεσίας ὁ καιρὸς θὰ εἶναι νεφελώδης μετὰ τοπικῶν βροχῶν. Κατὰ πληροφορίας τῆς Μετεωρολογικῆς Ὑπηρεσίας ὁ καιρὸς θὰ εἶναι νεφελώδης μετὰ τοπικῶν βροχῶν. ΕΚΕΚΕΝΩΘΗΣΑΝ ΣΧΟΛΕΙΑ Κατὰ πληροφορίας τῆς Μετεωρολογικῆς Ὑπηρεσίας ὁ καιρὸς θὰ εἶναι νεφελώδης μετὰ τοπικῶν βροχῶν. ΑΝΑΚΟΠΗ ΤΗΛΕΠΙΚΟΙΝΩΝΙΩΝ Κατὰ πληροφορίας τῆς Μετεωρολογικῆς Ὑπηρεσίας ὁ καιρὸς θὰ εἶναι νεφελώδης μετὰ τοπικῶν βροχῶν. ΕΝΝΕΑ ΝΕΚΡΟΙ ΚΑΤΟΛΙΣΘΗΣΕΙΣ ΤΙΜΗΝ ΠΡΟΣΤΑΣΙΑΣ ΤΟΥ ΣΙΤΟΥ 3.50 ΔΡΑΧΜΑΣ ΤΟ ΚΙΛΟΝ ΖΗΤΟΥΝ ΟΙ ΓΕΩΡΓΙΚΟΙ ΣΥΝΕΤΑΙΡΙΣΜΟΙ ΤΗΣ Β. ΕΛΛΑΔΟΣ Κατόπιν ἀποφάσεως τῶν γεωργικῶν συνεταιρισμῶν ζητεῖται ὅπως ἡ τιμὴ προστασίας τοῦ σίτου ὁρισθῇ εἰς 3.50 δραχμάς. Κατόπιν ἀποφάσεως τῶν γεωργικῶν συνεταιρισμῶν ζητεῖται ὅπως ἡ τιμὴ προστασίας τοῦ σίτου ὁρισθῇ εἰς 3.50 δραχμάς. ΑΙ ΑΠΟΦΑΣΕΙΣ ΤΗΣ ΚΟΖΑΝΗΣ Κατόπιν ἀποφάσεως τῶν γεωργικῶν συνεταιρισμῶν ζητεῖται ὅπως ἡ τιμὴ προστασίας τοῦ σίτου ὁρισθῇ εἰς 3.50 δραχμάς. Κατόπιν ἀποφάσεως τῶν γεωργικῶν συνεταιρισμῶν ζητεῖται ὅπως ἡ τιμὴ προστασίας τοῦ σίτου ὁρισθῇ εἰς 3.50 δραχμάς. Κατόπιν ἀποφάσεως τῶν γεωργικῶν συνεταιρισμῶν ζητεῖται ὅπως ἡ τιμὴ προστασίας τοῦ σίτου ὁρισθῇ εἰς 3.50 δραχμάς. Κατόπιν ἀποφάσεως τῶν γεωργικῶν συνεταιρισμῶν ζητεῖται ὅπως ἡ τιμὴ προστασίας τοῦ σίτου ὁρισθῇ εἰς 3.50 δραχμάς. Κατόπιν ἀποφάσεως τῶν γεωργικῶν συνεταιρισμῶν ζητεῖται ὅπως ἡ τιμὴ προστασίας τοῦ σίτου ὁρισθῇ εἰς 3.50 δραχμάς. ΕΙΣ ΤΟ ΑΛΓΕΡΙΟΝ ΚΑΙ ΕΙΣ ΤΟ ΟΡΑΝ ΕΧΟΥΝ ΑΡΧΙΣΕΙ ΑΠΟ ΤΗΣ ΝΥΚΤΟΣ ΑΙ ΑΝΤΙΔΡΑΣΕΙΣ ΤΩΝ ΑΠΟΙΚΩΝ ΕΙΣ ΤΑΣ «ΣΥΝΟΜΙΛΙΑΣ» ΤΟΥ ΕΒΙΑΝ ΑΛΓΕΡΙΟΝ, 19. (Ρώϋτερ).— Ὁμάδες ἀποίκων διαδηλοῦν ἀπὸ τῆς νυκτὸς κατὰ τῶν συνομιλιῶν τοῦ Ἐβιάν. ΑΛΓΕΡΙΟΝ, 19. (Ρώϋτερ).— Ὁμάδες ἀποίκων διαδηλοῦν ἀπὸ τῆς νυκτὸς κατὰ τῶν συνομιλιῶν τοῦ Ἐβιάν. ΑΛΓΕΡΙΟΝ, 19. (Ρώϋτερ).— Ὁμάδες ἀποίκων διαδηλοῦν ἀπὸ τῆς νυκτὸς κατὰ τῶν συνομιλιῶν τοῦ Ἐβιάν. ΑΛΛΑ ΕΠΕΙΣΟΔΙΑ ΜΠΟΝ, 19. (Ρώϋτερ).— Ἐπεισόδια ἐσημειώθησαν καὶ εἰς ἄλλας πόλεις. ΜΠΟΝ, 19. (Ρώϋτερ).— Ἐπεισόδια ἐσημειώθησαν καὶ εἰς ἄλλας πόλεις. ΕΙΣ ΤΟ ΟΡΑΝ ΑΛΓΕΡΙΟΝ, 19. (Ρώϋτερ).— Κατὰ πληροφορίας ἐκ τοῦ Ὀρὰν σημειώθησαν συμπλοκαί. ΑΛΓΕΡΙΟΝ, 19. (Ρώϋτερ).— Κατὰ πληροφορίας ἐκ τοῦ Ὀρὰν σημειώθησαν συμπλοκαί. ΤΑ ΕΚΤΡΟΠΑ ΤΟΥ ΟΡΑΝ ΟΡΑΝ 20. (Ἀσσ. Πρές).— Οἱ ἀνθρωποι περὶ τοὺς 100 ἐως 200 συνεκεντρώθησαν. ΑΛΓΕΡΙΟΝ, 19. (Ρώϋτερ).— Ὁμάδες ἀποίκων διαδηλοῦν ἀπὸ τῆς νυκτὸς κατὰ τῶν συνομιλιῶν τοῦ Ἐβιάν. ΑΛΓΕΡΙΟΝ, 19. (Ρώϋτερ).— Ὁμάδες ἀποίκων διαδηλοῦν ἀπὸ τῆς νυκτὸς κατὰ τῶν συνομιλιῶν τοῦ Ἐβιάν. ΜΠΟΝ, 19. (Ρώϋτερ).— Ἐπεισόδια ἐσημειώθησαν καὶ εἰς ἄλλας πόλεις. ΜΠΟΝ, 19. (Ρώϋτερ).— Ἐπεισόδια ἐσημειώθησαν καὶ εἰς ἄλλας πόλεις. ΑΛΓΕΡΙΟΝ, 19. (Ρώϋτερ).— Κατὰ πληροφορίας ἐκ τοῦ Ὀρὰν σημειώθησαν συμπλοκαί. ΑΛΓΕΡΙΟΝ, 19. (Ρώϋτερ).— Κατὰ πληροφορίας ἐκ τοῦ Ὀρὰν σημειώθησαν συμπλοκαί. ΟΡΑΝ 20. (Ἀσσ. Πρές).— Οἱ ἀνθρωποι περὶ τοὺς 100 ἐως 200 συνεκεντρώθησαν. ΟΡΑΝ 20. (Ἀσσ. Πρές).— Οἱ ἀνθρωποι περὶ τοὺς 100 ἐως 200 συνεκεντρώθησαν. xyxy=(1204,8,1560,1815)
subhead-new-prospects: ΝΕΑΙ ΠΡΟΟΠΤΙΚΑΙ xyxy=(1022,644,1122,656)
subhead-kanellopoulos: Ο κ. ΚΑΝΕΛΛΟΠΟΥΛΟΣ xyxy=(504,438,630,450)
article-text: ΒΡΥΞΕΛΛΑΙ, 19. (Ρώϋτερ).— Ἡ Ἰταλία ἐδέχθη νὰ προμηθεύεται ἐξ Ἑλλάδος σημαντικὸν ποσοστὸν τῶν εἰσαγομένων καπνῶν, ὑπὸ τὸν ὅρον ὅτι θὰ ἀρθοῦν αἱ ἀντιρρήσεις της. xyxy=(950,1121,1195,1172)
headline-poverty: ΕΙΣ ΑΓΩΝΑ ΚΑΤΑ ΤΗΣ ΠΤΩΧΕΙΑΣ ΖΗΤΟΥΝ ΟΙ ΤΣΩΝΣΩΝ ΚΑΙ ΝΕΧΡΟΥ Ν' ΑΠΟΔΥΘΗ ΟΛΗ Η ΑΝΘΡΩΠΟΤΗΣ xyxy=(9,711,283,811)
article-text: ΒΟΛΟΣ, 19.— Γεωργὸς ἐφονεύθη κατὰ τὴν ἀνατροπὴν τρακτὲρ. xyxy=(298,1176,435,1214)
article-text: Κατόπιν ἀποφάσεως τῶν γεωργικῶν συνεταιρισμῶν ζητεῖται ὅπως ἡ τιμὴ προστασίας τοῦ σίτου ὁρισθῇ εἰς 3.50 δραχμάς. xyxy=(1386,1061,1560,1112)
headline-exiles: ΟΙ ΠΟΛΙΤΙΚΟΙ ΕΞΟΡΙΣΤΟΙ ΚΑΤΑΓΓΕΛΛΟΥΝ ΤΗΝ ΑΠΟΚΡΥΨΙΝ ΚΡΟΥΣΜΑΤΟΣ ΤΥΦΟΥ xyxy=(302,775,431,840)
subhead-schools: ΕΚΕΚΕΝΩΘΗΣΑΝ ΣΧΟΛΕΙΑ xyxy=(1401,833,1544,845)
headline-electoral-bill: Η ΚΥΒΕΡΝΗΣΙΣ ΔΕΝ ΑΠΟΚΛΕΙΕΤΑΙ ΝΑ ΑΠΟΣΥΡΗ ΤΟ ΕΚΛΟΓΙΚΟΝ ΝΟΜΟΣΧΕΔΙΟΝ ΑΠΟ ΤΗΝ ΒΟΥΛΗΝ ΘΑ ΔΗΛΩΣΗ ΟΜΩΣ ΟΤΙ ΕΙΣ ΠΕΡΙΠΤΩΣΙΝ ΕΚΛΟΓΩΝ ΘΑ ΔΙΕΝΕΡΓΗΘΟΥΝ ΑΥΤΑΙ ΜΕ ΤΟ ΣΥΣΤΗΜΑ ΤΟΥ 1958 xyxy=(495,8,1145,107)
headline-productivity: ΣΥΝΕΡΧΕΤΑΙ ΜΕΧΡΙ ΤΕΛΟΥΣ ΜΑ·Ι·ΟΥ ΕΙΣ ΤΑΣ ΑΘΗΝΑΣ ΤΟ ΕΥΡΩΠΑ·Ι·ΚΟΝ ΚΕΝΤΡΟΝ ΠΑΡΑΓΩΓΙΚΟΤΗΤΟΣ xyxy=(29,1613,263,1673)
article-text: Συνῆλθον εἰς τὴν αἴθουσαν τοῦ Ἐμπορικοῦ Ἐπιμελητηρίου οἱ ἐκπρόσωποι τῶν ὀργανώσεων διὰ νὰ μελετήσουν τὸ ζήτημα τῆς ὁδικῆς συνδέσεως. xyxy=(150,1412,284,1502)
subhead-visit: ΤΗΝ ΕΠΙΣΚΕΨΙΝ Ο κ. ΚΡΟΥΣΤΣΕΦ xyxy=(476,751,659,762)
article-text: ΝΕΟΝ ΔΕΛΧΙ, 19. (Ρώϋτερ). —Ὁ πρόεδρος τῶν Ἡνωμένων Πολιτειῶν καὶ ὁ πρωθυπουργὸς τῆς Ἰνδίας ἐζήτησαν ἀπὸ ὅλα τὰ ἔθνη νὰ ἑνώσουν τὰς προσπαθείας των εἰς ἀγῶνα κατὰ τῆς πτωχείας καὶ τῆς πείνης. xyxy=(8,822,143,939)
subheadline-japanese: 11 ΙΑΠΩΝΕΣ, ΘΥΜΑΤΑ ΚΑΤΟΛΙΣΘΗΣΕΩΣ xyxy=(1211,756,1553,774)
headline-academy: ΠΡΟΕΔΡΟΣ ΤΗΣ ΑΚΑΔΗΜΙΑΣ ΕΠΙΣΤΗΜΩΝ ΤΗΣ ΕΣΣΔ ΑΝΤΙ ΤΟΥ ΑΠΟΧΩΡΟΥΝΤΟΣ κ. ΝΕΣΜΕΓΙΑΝΩΦ ΕΞΕΛΕΓΗ Ο ΔΙΑΣΗΜΟΣ ΗΛΕΚΤΡΟΝΙΚΟΣ κ. ΚΕΛΝΤΙΣ xyxy=(20,1148,272,1193)
subhead-austrians: ΚΑΙ ΜΕ ΑΥΣΤΡΙΑΚΟΥΣ xyxy=(508,889,627,901)
article-text: ΑΘΗΝΑΙ, 19.— Εἰς τὸ Ἅγιον Ἀθηναίων Δικαστήριον θὰ ἀπολογηθῇ σήμερον ἡ χωρική ἡ ὁποία ἔρριψε βιτριόλι. xyxy=(1204,543,1379,594)
subhead-landslides: ΕΝΝΕΑ ΝΕΚΡΟΙ ΚΑΤΟΛΙΣΘΗΣΕΙΣ xyxy=(1429,971,1518,994)
article-text: ΑΘΗΝΑΙ, 19.— Ὁ πανελλήνιος ἰατρικὸς σύλλογος καὶ ἡ πανεπιστημιακὴ ἐνωσις διαμαρτύρονται διὰ τὸν τρόπον τῆς ἐξετάσεως. xyxy=(298,66,435,143)
column-center: Η ΚΥΒΕΡΝΗΣΙΣ ΔΕΝ ΑΠΟΚΛΕΙΕΤΑΙ ΝΑ ΑΠΟΣΥΡΗ ΤΟ ΕΚΛΟΓΙΚΟΝ ΝΟΜΟΣΧΕΔΙΟΝ ΑΠΟ ΤΗΝ ΒΟΥΛΗΝ ΘΑ ΔΗΛΩΣΗ ΟΜΩΣ ΟΤΙ ΕΙΣ ΠΕΡΙΠΤΩΣΙΝ ΕΚΛΟΓΩΝ ΘΑ ΔΙΕΝΕΡΓΗΘΟΥΝ ΑΥΤΑΙ ΜΕ ΤΟ ΣΥΣΤΗΜΑ ΤΟΥ 1958 Ὁ κ. Κανελλόπουλος καὶ ὁ ὑπουργὸς τῶν ἐσωτερικῶν ἀπαντοῦν εἰς τὰς δηλώσεις τοῦ κ. Γ. Παπανδρέου ΑΘΗΝΑΙ, 19.— Εἰς ἁρμοδίους κυβερνητικοὺς κύκλους ἐδηλοῦτο ὅτι δὲν ἀποκλείεται ἡ ἀπόσυρσις τοῦ ἐκλογικοῦ νομοσχεδίου, ἀλλ' ἐὰν διεξαχθοῦν ἐκλογαὶ θὰ γίνουν μὲ τὸ σύστημα τοῦ 1958. ΑΘΗΝΑΙ, 19.— Εἰς ἁρμοδίους κυβερνητικοὺς κύκλους ἐδηλοῦτο ὅτι δὲν ἀποκλείεται ἡ ἀπόσυρσις τοῦ ἐκλογικοῦ νομοσχεδίου, ἀλλ' ἐὰν διεξαχθοῦν ἐκλογαὶ θὰ γίνουν μὲ τὸ σύστημα τοῦ 1958. Ὁ κ. Κανελλόπουλος ἐδήλωσεν ὅτι ἡ κυβέρνησις δὲν ἐπιδιώκει νὰ περιορίσῃ τὴν ἀντιπροσώπευσιν τῶν κομμάτων. ΘΑ ΑΠΟΣΥΡΘΗ ΑΘΗΝΑΙ, 19.— Εἰς ἁρμοδίους κυβερνητικοὺς κύκλους ἐδηλοῦτο ὅτι δὲν ἀποκλείεται ἡ ἀπόσυρσις τοῦ ἐκλογικοῦ νομοσχεδίου, ἀλλ' ἐὰν διεξαχθοῦν ἐκλογαὶ θὰ γίνουν μὲ τὸ σύστημα τοῦ 1958. Ὁ κ. Κανελλόπουλος ἐδήλωσεν ὅτι ἡ κυβέρνησις δὲν ἐπιδιώκει νὰ περιορίσῃ τὴν ἀντιπροσώπευσιν τῶν κομμάτων. Ο κ. ΚΑΝΕΛΛΟΠΟΥΛΟΣ Ὁ κ. Κανελλόπουλος ἐδήλωσεν ὅτι ἡ κυβέρνησις δὲν ἐπιδιώκει νὰ περιορίσῃ τὴν ἀντιπροσώπευσιν τῶν κομμάτων. Ὁ κ. Κανελλόπουλος ἐδήλωσεν ὅτι ἡ κυβέρνησις δὲν ἐπιδιώκει νὰ περιορίσῃ τὴν ἀντιπροσώπευσιν τῶν κομμάτων. Ὁ κ. Κανελλόπουλος ἐδήλωσεν ὅτι ἡ κυβέρνησις δὲν ἐπιδιώκει νὰ περιορίσῃ τὴν ἀντιπροσώπευσιν τῶν κομμάτων. ΑΘΗΝΑΙ, 19.— Εἰς ἁρμοδίους κυβερνητικοὺς κύκλους ἐδηλοῦτο ὅτι δὲν ἀποκλείεται ἡ ἀπόσυρσις τοῦ ἐκλογικοῦ νομοσχεδίου, ἀλλ' ἐὰν διεξαχθοῦν ἐκλογαὶ θὰ γίνουν μὲ τὸ σύστημα τοῦ 1958. Ὁ κ. Κανελλόπουλος ἐδήλωσεν ὅτι ἡ κυβέρνησις δὲν ἐπιδιώκει νὰ περιορίσῃ τὴν ἀντιπροσώπευσιν τῶν κομμάτων. ΑΘΗΝΑΙ, 19.— Εἰς ἁρμοδίους κυβερνητικοὺς κύκλους ἐδηλοῦτο ὅτι δὲν ἀποκλείεται ἡ ἀπόσυρσις τοῦ ἐκλογικοῦ νομοσχεδίου, ἀλλ' ἐὰν διεξαχθοῦν ἐκλογαὶ θὰ γίνουν μὲ τὸ σύστημα τοῦ 1958. Ὁ κ. Κανελλόπουλος ἐδήλωσεν ὅτι ἡ κυβέρνησις δὲν ἐπιδιώκει νὰ περιορίσῃ τὴν ἀντιπροσώπευσιν τῶν κομμάτων. ΔΗΛΩΣΕΙΣ ΤΟΥ κ. ΜΑΚΡΗ Ὁ ὑπουργὸς τῶν Ἐσωτερικῶν κ. Μακρῆς ἐδήλωσεν εἰς τοὺς δημοσιογράφους ὅτι αἱ ἐκλογαὶ θὰ διεξαχθοῦν τὸν Νοέμβριον τοῦ 1960. Ὁ ὑπουργὸς τῶν Ἐσωτερικῶν κ. Μακρῆς ἐδήλωσεν εἰς τοὺς δημοσιογράφους ὅτι αἱ ἐκλογαὶ θὰ διεξαχθοῦν τὸν Νοέμβριον τοῦ 1960. Ὁ ὑπουργὸς τῶν Ἐσωτερικῶν κ. Μακρῆς ἐδήλωσεν εἰς τοὺς δημοσιογράφους ὅτι αἱ ἐκλογαὶ θὰ διεξαχθοῦν τὸν Νοέμβριον τοῦ 1960. ΑΘΗΝΑΙ, 19.— Εἰς ἁρμοδίους κυβερνητικοὺς κύκλους ἐδηλοῦτο ὅτι δὲν ἀποκλείεται ἡ ἀπόσυρσις τοῦ ἐκλογικοῦ νομοσχεδίου, ἀλλ' ἐὰν διεξαχθοῦν ἐκλογαὶ θὰ γίνουν μὲ τὸ σύστημα τοῦ 1958. Ὁ κ. Κανελλόπουλος ἐδήλωσεν ὅτι ἡ κυβέρνησις δὲν ἐπιδιώκει νὰ περιορίσῃ τὴν ἀντιπροσώπευσιν τῶν κομμάτων. Ὁ ὑπουργὸς τῶν Ἐσωτερικῶν κ. Μακρῆς ἐδήλωσεν εἰς τοὺς δημοσιογράφους ὅτι αἱ ἐκλογαὶ θὰ διεξαχθοῦν τὸν Νοέμβριον τοῦ 1960. ΑΘΗΝΑΙ, 19.— Εἰς ἁρμοδίους κυβερνητικοὺς κύκλους ἐδηλοῦτο ὅτι δὲν ἀποκλείεται ἡ ἀπόσυρσις τοῦ ἐκλογικοῦ νομοσχεδίου, ἀλλ' ἐὰν διεξαχθοῦν ἐκλογαὶ θὰ γίνουν μὲ τὸ σύστημα τοῦ 1958. Ὁ ὑπουργὸς τῶν Ἐσωτερικῶν κ. Μακρῆς ἐδήλωσεν εἰς τοὺς δημοσιογράφους ὅτι αἱ ἐκλογαὶ θὰ διεξαχθοῦν τὸν Νοέμβριον τοῦ 1960. Ὁ κ. Ράσκ θὰ συνοδεύσῃ τὸν πρόεδρον κ. Κέννεντυ κατὰ τὴν μετάβασίν του εἰς τὴν Βιέννην πρὸς συνάντησιν τοῦ Ρώσσου πρωθυπουργοῦ ΟΥΑΣΙΓΚΤΩΝ, 19. (Ρώϋτερ).— Ὁ ὑπουργὸς τῶν Ἐξωτερικῶν κ. Ντῆν Ράσκ θὰ συνοδεύσῃ τὸν πρόεδρον κατὰ τὸ ταξίδιον εἰς Παρισίους καὶ Βιέννην. ΟΥΑΣΙΓΚΤΩΝ, 19. (Ρώϋτερ).— Ὁ ὑπουργὸς τῶν Ἐξωτερικῶν κ. Ντῆν Ράσκ θὰ συνοδεύσῃ τὸν πρόεδρον κατὰ τὸ ταξίδιον εἰς Παρισίους καὶ Βιέννην. ΤΗΝ ΕΠΙΣΚΕΨΙΝ Ο κ. ΚΡΟΥΣΤΣΕΦ ΟΥΑΣΙΓΚΤΩΝ, 19. (Ρώϋτερ).— Ὁ ὑπουργὸς τῶν Ἐξωτερικῶν κ. Ντῆν Ράσκ θὰ συνοδεύσῃ τὸν πρόεδρον κατὰ τὸ ταξίδιον εἰς Παρισίους καὶ Βιέννην. ΘΑ ΤΟΝ ΣΥΝΟΔΕΥΣΗ Ο κ. ΡΑΣΚ ΟΥΑΣΙΓΚΤΩΝ, 19. (Ρώϋτερ).— Ὁ ὑπουργὸς τῶν Ἐξωτερικῶν κ. Ντῆν Ράσκ θὰ συνοδεύσῃ τὸν πρόεδρον κατὰ τὸ ταξίδιον εἰς Παρισίους καὶ Βιέννην. ΚΑΙ ΜΕ ΑΥΣΤΡΙΑΚΟΥΣ ΒΙΕΝΝΗ, 19. (Ἀσσ. Πρές).— Ὁ καγκελλάριος κ. Ράαμπ ἐδήλωσεν ὅτι ἡ Αὐστρία θὰ πράξῃ τὸ πᾶν διὰ τὴν ἐπιτυχίαν τῆς συναντήσεως. ΟΥΑΣΙΓΚΤΩΝ, 19. (Ρώϋτερ).— Ὁ ὑπουργὸς τῶν Ἐξωτερικῶν κ. Ντῆν Ράσκ θὰ συνοδεύσῃ τὸν πρόεδρον κατὰ τὸ ταξίδιον εἰς Παρισίους καὶ Βιέννην. Η ΑΥΣΤΡΙΑ ΘΑ ΠΡΑΞΗ ΤΟ ΠΑΝ ΒΙΕΝΝΗ, 19. (Ἀσσ. Πρές).— Ὁ καγκελλάριος κ. Ράαμπ ἐδήλωσεν ὅτι ἡ Αὐστρία θὰ πράξῃ τὸ πᾶν διὰ τὴν ἐπιτυχίαν τῆς συναντήσεως. ΒΙΕΝΝΗ, 19. (Ἀσσ. Πρές).— Ὁ καγκελλάριος κ. Ράαμπ ἐδήλωσεν ὅτι ἡ Αὐστρία θὰ πράξῃ τὸ πᾶν διὰ τὴν ἐπιτυχίαν τῆς συναντήσεως. Η ΓΝΩΜΗ ΤΟΥ ΔΡΟΣ ΑΝΤΕΝΑΟΥΕΡ ΟΥΑΣΙΓΚΤΩΝ, 19. (Ρώϋτερ).— Ὁ ὑπουργὸς τῶν Ἐξωτερικῶν κ. Ντῆν Ράσκ θὰ συνοδεύσῃ τὸν πρόεδρον κατὰ τὸ ταξίδιον εἰς Παρισίους καὶ Βιέννην. ΒΙΕΝΝΗ, 19. (Ἀσσ. Πρές).— Ὁ καγκελλάριος κ. Ράαμπ ἐδήλωσεν ὅτι ἡ Αὐστρία θὰ πράξῃ τὸ πᾶν διὰ τὴν ἐπιτυχίαν τῆς συναντήσεως. ΝΕΑΙ ΠΡΟΟΠΤΙΚΑΙ ΒΙΕΝΝΗ, 19. (Ἀσσ. Πρές).— Ὁ καγκελλάριος κ. Ράαμπ ἐδήλωσεν ὅτι ἡ Αὐστρία θὰ πράξῃ τὸ πᾶν διὰ τὴν ἐπιτυχίαν τῆς συναντήσεως. ΟΥΑΣΙΓΚΤΩΝ, 19. (Ρώϋτερ).— Ὁ ὑπουργὸς τῶν Ἐξωτερικῶν κ. Ντῆν Ράσκ θὰ συνοδεύσῃ τὸν πρόεδρον κατὰ τὸ ταξίδιον εἰς Παρισίους καὶ Βιέννην. ΒΙΕΝΝΗ, 19. (Ἀσσ. Πρές).— Ὁ καγκελλάριος κ. Ράαμπ ἐδήλωσεν ὅτι ἡ Αὐστρία θὰ πράξῃ τὸ πᾶν διὰ τὴν ἐπιτυχίαν τῆς συναντήσεως. ΕΠΙΣΤΡΕΦΕΙ Ο κ. ΡΑΣΚ ΟΥΑΣΙΓΚΤΩΝ, 19. (Ρώϋτερ).— Ὁ ὑπουργὸς τῶν Ἐξωτερικῶν κ. Ντῆν Ράσκ θὰ συνοδεύσῃ τὸν πρόεδρον κατὰ τὸ ταξίδιον εἰς Παρισίους καὶ Βιέννην. Η ΙΤΑΛΙΑ ΘΑ ΑΡΗ ΤΑΣ ΑΝΤΙΡΡΗΣΕΙΣ ΤΗΣ ΔΙΑ ΤΗΝ ΣΥΝΔΕΣΙΝ ΤΗΣ ΕΛΛΑΔΟΣ ΜΕ ΤΗΝ ΕΥΡΩΠΑ·Ι·ΚΗΝ ΚΟΙΝΗΝ ΑΓΟΡΑΝ Συνεφώνησε νὰ προμηθεύεται ἐξ Ἑλλάδος τὰ 55% τῶν εἰσαγομένων εἰς αὐτὴν καπνῶν.— Ἡ Ἑλλὰς ζητεῖ ὅπως τὸ ποσοστὸν τοῦτο καθορισθῇ εἰς 60%.— Συζητοῦν συμβιβαστικὴ λύσις τῆς διαφορᾶς.— ΒΡΥΞΕΛΛΑΙ, 19. (Ρώϋτερ).— Ἡ Ἰταλία ἐδέχθη νὰ προμηθεύεται ἐξ Ἑλλάδος σημαντικὸν ποσοστὸν τῶν εἰσαγομένων καπνῶν, ὑπὸ τὸν ὅρον ὅτι θὰ ἀρθοῦν αἱ ἀντιρρήσεις της. ΒΡΥΞΕΛΛΑΙ, 19. (Ρώϋτερ).— Ἡ Ἰταλία ἐδέχθη νὰ προμηθεύεται ἐξ Ἑλλάδος σημαντικὸν ποσοστὸν τῶν εἰσαγομένων καπνῶν, ὑπὸ τὸν ὅρον ὅτι θὰ ἀρθοῦν αἱ ἀντιρρήσεις της. ΒΡΥΞΕΛΛΑΙ, 19. (Ρώϋτερ).— Ἡ Ἰταλία ἐδέχθη νὰ προμηθεύεται ἐξ Ἑλλάδος σημαντικὸν ποσοστὸν τῶν εἰσαγομένων καπνῶν, ὑπὸ τὸν ὅρον ὅτι θὰ ἀρθοῦν αἱ ἀντιρρήσεις της. ΣΥΜΒΙΒΑΣΤΙΚΗ ΛΥΣΙΣ ΒΡΥΞΕΛΛΑΙ, 19. (Ρώϋτερ).— Ἡ Ἰταλία ἐδέχθη νὰ προμηθεύεται ἐξ Ἑλλάδος σημαντικὸν ποσοστὸν τῶν εἰσαγομένων καπνῶν, ὑπὸ τὸν ὅρον ὅτι θὰ ἀρθοῦν αἱ ἀντιρρήσεις της. ΤΑ ΚΑΠΝΑ ΒΡΥΞΕΛΛΑΙ, 19. (Ρώϋτερ).— Ἡ Ἰταλία ἐδέχθη νὰ προμηθεύεται ἐξ Ἑλλάδος σημαντικὸν ποσοστὸν τῶν εἰσαγομένων καπνῶν, ὑπὸ τὸν ὅρον ὅτι θὰ ἀρθοῦν αἱ ἀντιρρήσεις της. ΒΡΥΞΕΛΛΑΙ, 19. (Ρώϋτερ).— Ἡ Ἰταλία ἐδέχθη νὰ προμηθεύεται ἐξ Ἑλλάδος σημαντικὸν ποσοστὸν τῶν εἰσαγομένων καπνῶν, ὑπὸ τὸν ὅρον ὅτι θὰ ἀρθοῦν αἱ ἀντιρρήσεις της. ΓΕΝΕΥΗ, 19. (Ἀσσ. Πρές).— Ἡ σύνοδος τῆς Γενικῆς Συμφωνίας Δασμῶν καὶ Ἐμπορίου θὰ ἐξετάσῃ τὸ θέμα τῆς συνδέσεως. ΒΡΥΞΕΛΛΑΙ, 19. (Ρώϋτερ).— Ἡ Ἰταλία ἐδέχθη νὰ προμηθεύεται ἐξ Ἑλλάδος σημαντικὸν ποσοστὸν τῶν εἰσαγομένων καπνῶν, ὑπὸ τὸν ὅρον ὅτι θὰ ἀρθοῦν αἱ ἀντιρρήσεις της. ΓΕΝΕΥΗ, 19. (Ἀσσ. Πρές).— Ἡ σύνοδος τῆς Γενικῆς Συμφωνίας Δασμῶν καὶ Ἐμπορίου θὰ ἐξετάσῃ τὸ θέμα τῆς συνδέσεως. ΒΡΥΞΕΛΛΑΙ, 19. (Ρώϋτερ).— Ἡ Ἰταλία ἐδέχθη νὰ προμηθεύεται ἐξ Ἑλλάδος σημαντικὸν ποσοστὸν τῶν εἰσαγομένων καπνῶν, ὑπὸ τὸν ὅρον ὅτι θὰ ἀρθοῦν αἱ ἀντιρρήσεις της. ΒΡΥΞΕΛΛΑΙ, 19. (Ρώϋτερ).— Ἡ Ἰταλία ἐδέχθη νὰ προμηθεύεται ἐξ Ἑλλάδος σημαντικὸν ποσοστὸν τῶν εἰσαγομένων καπνῶν, ὑπὸ τὸν ὅρον ὅτι θὰ ἀρθοῦν αἱ ἀντιρρήσεις της. ΣΥΝΟΔΟΣ ΤΗΣ ΓΚΑΤΤ ΓΕΝΕΥΗ, 19. (Ἀσσ. Πρές).— Ἡ σύνοδος τῆς Γενικῆς Συμφωνίας Δασμῶν καὶ Ἐμπορίου θὰ ἐξετάσῃ τὸ θέμα τῆς συνδέσεως. ΓΕΝΕΥΗ, 19. (Ἀσσ. Πρές).— Ἡ σύνοδος τῆς Γενικῆς Συμφωνίας Δασμῶν καὶ Ἐμπορίου θὰ ἐξετάσῃ τὸ θέμα τῆς συνδέσεως. ΒΡΥΞΕΛΛΑΙ, 19. (Ρώϋτερ).— Ἡ Ἰταλία ἐδέχθη νὰ προμηθεύεται ἐξ Ἑλλάδος σημαντικὸν ποσοστὸν τῶν εἰσαγομένων καπνῶν, ὑπὸ τὸν ὅρον ὅτι θὰ ἀρθοῦν αἱ ἀντιρρήσεις της. xyxy=(445,8,1195,1421)
subheadline-new-weapons: ΤΗΝ ΑΠΟΚΛΕΙΟΥΝ ΤΑ ΝΕΑ ΟΠΛΑ xyxy=(1204,106,1560,157)
article-text: ΑΘΗΝΑΙ, 19.— Ὁ γενικὸς γραμματεὺς τοῦ ὑπουργείου ἐδήλωσεν ὅτι θὰ ἐφαρμοσθοῦν αὐστηρῶς τὰ μέτρα. xyxy=(298,291,435,355)
article-text: —Ὁ στρατηγὸς Ντὲ Γκωλ, ὁ πρωθυπουργὸς κ. Ντεμπρὲ καὶ ὁ ὑπουργὸς τῶν Ἐξωτερικῶν κ. Κούβ ντὲ Μυρβίλ θὰ μεταβοῦν σήμερον εἰς Βόννην ὅπου θὰ συνομιλήσουν μετὰ τοῦ καγκελλαρίου κ. Ἀντενάουερ. xyxy=(8,579,142,696)
article-text: ΒΟΛΟΣ, 19.— Δέκα μητροπολῖται θὰ παραστοῦν εἰς τὴν πανηγυρικὴν δοξολογίαν. xyxy=(298,540,435,591)
subhead-compromise: ΣΥΜΒΙΒΑΣΤΙΚΗ ΛΥΣΙΣ xyxy=(508,1287,626,1299)
subhead-makris: ΔΗΛΩΣΕΙΣ ΤΟΥ κ. ΜΑΚΡΗ xyxy=(750,411,890,422)
article-text: ΝΕΑ ΥΟΡΚΗ, 19. (Ἀσσοσ. Πρές).— Ὁ στρατηγὸς Μὰκ Ἄρθουρ ἐδήλωσεν ὅτι τὰ νέα ὅπλα ἀποκλείουν τὴν ἐκ προμελέτης κήρυξιν παγκοσμίου πολέμου. xyxy=(1204,161,1379,224)
subhead-gatt: ΣΥΝΟΔΟΣ ΤΗΣ ΓΚΑΤΤ xyxy=(1013,1177,1131,1189)
article-text: ΒΟΝΝΗ, 19. (Ρώϋτερ). —Ἡ ἐπίσημος ἀνακοίνωσις ἀναφέρει ὅτι αἱ συνομιλίαι θὰ διεξαχθοῦν ἐπὶ δύο ἡμέρας καὶ θὰ ἀφορῶν εἰς τὴν διεθνῆ κατάστασιν καὶ τὰς σχέσεις τῶν δύο χωρῶν. xyxy=(150,557,284,647)
article-text: ΑΘΗΝΑΙ, 19.— Εἰς τὸ ὑπ' ἀριθ. φύλλον τῆς Ἐφημερίδος τῆς Κυβερνήσεως ἐδημοσιεύθη ὁ νόμος περὶ ἐπιβολῆς εἰσφορᾶς ὑπὲρ τοῦ Ὀργανισμοῦ Γεωργικῶν Ἀσφαλίσεων. xyxy=(150,1028,284,1132)
deck-tobacco: Συνεφώνησε νὰ προμηθεύεται ἐξ Ἑλλάδος τὰ 55% τῶν εἰσαγομένων εἰς αὐτὴν καπνῶν.— Ἡ Ἑλλὰς ζητεῖ ὅπως τὸ ποσοστὸν τοῦτο καθορισθῇ εἰς 60%.— Συζητοῦν συμβιβαστικὴ λύσις τῆς διαφορᾶς.— xyxy=(452,1054,1188,1109)
subhead-other-incidents: ΑΛΛΑ ΕΠΕΙΣΟΔΙΑ xyxy=(1245,1594,1339,1605)
subhead-oran-excesses: ΤΑ ΕΚΤΡΟΠΑ ΤΟΥ ΟΡΑΝ xyxy=(1226,1763,1357,1775)
subhead-rusk-accompany: ΘΑ ΤΟΝ ΣΥΝΟΔΕΥΣΗ Ο κ. ΡΑΣΚ xyxy=(481,820,654,832)
article-text: ΑΛΓΕΡΙΟΝ, 19. (Ρώϋτερ).— Ὁμάδες ἀποίκων διαδηλοῦν ἀπὸ τῆς νυκτὸς κατὰ τῶν συνομιλιῶν τοῦ Ἐβιάν. xyxy=(1204,1428,1379,1479)
column-rule xyxy=(1199,8,1200,2346)
article-text: ΑΘΗΝΑΙ, 19.— Οἱ εἰς Ἅγιον Εὐστράτιον πολιτικοὶ ἐξόριστοι καταγγέλλουν ὅτι ἀπεκρύβη κρούσμα τύφου. xyxy=(298,844,435,895)
